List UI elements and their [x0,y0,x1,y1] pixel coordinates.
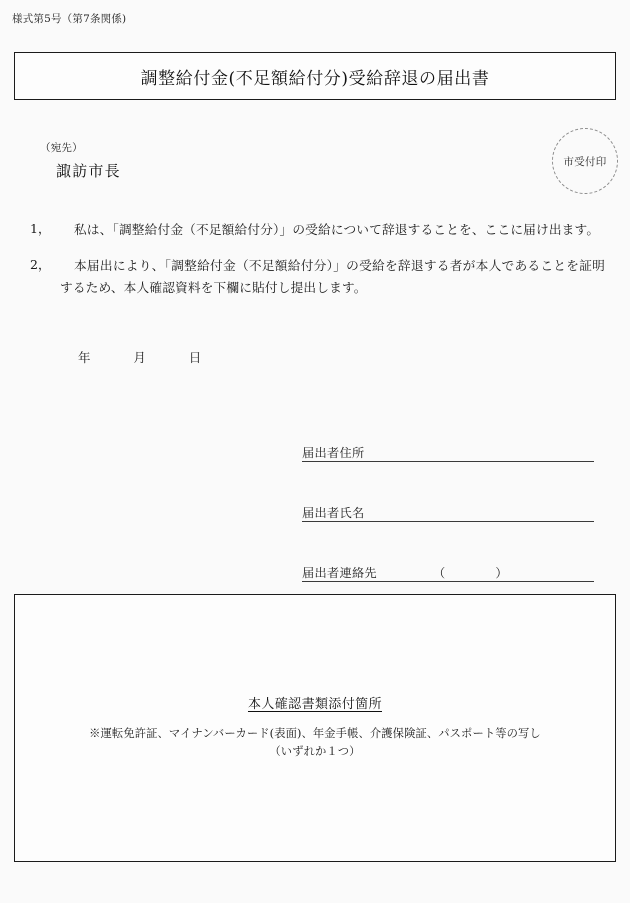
filer-contact-label: 届出者連絡先 [302,565,377,580]
statement-number: 1， [30,221,51,236]
statement-item [30,219,605,241]
identity-document-attachment-box[interactable] [14,594,616,862]
statement-number: 2， [30,256,51,272]
filer-address-label: 届出者住所 [302,445,365,460]
attachment-heading: 本人確認書類添付箇所 [247,697,382,712]
statement-item [30,255,605,299]
attachment-text-block [15,693,615,759]
date-line [78,348,202,366]
filer-name-field[interactable] [302,501,594,522]
addressee-label: （宛先） [40,142,83,154]
receipt-seal-area [552,128,618,194]
statement-text: 本届出により、「調整給付金（不足額給付分）」の受給を辞退する者が本人であることを証明するため、本人確認資料を下欄に貼付し提出します。 [60,257,605,295]
receipt-seal-label: 市受付印 [563,155,607,168]
statements-list [30,219,605,313]
date-year-label: 年 [78,350,91,365]
form-number: 様式第5号（第7条関係) [12,13,127,25]
document-title: 調整給付金(不足額給付分)受給辞退の届出書 [140,68,490,89]
filer-contact-area-code: （ ） [432,565,508,580]
title-box [14,52,616,100]
date-month-label: 月 [133,350,147,365]
filer-contact-field[interactable] [302,561,594,582]
filer-name-label: 届出者氏名 [302,505,365,520]
filer-address-field[interactable] [302,441,594,462]
addressee-block [40,140,121,181]
date-day-label: 日 [188,350,202,365]
attachment-note-line-1: ※運転免許証、マイナンバーカード(表面)、年金手帳、介護保険証、パスポート等の写し [89,727,541,740]
statement-text: 私は、「調整給付金（不足額給付分）」の受給について辞退することを、ここに届け出ます。 [73,222,600,237]
addressee-name: 諏訪市長 [56,162,121,180]
attachment-note-line-2: （いずれか１つ） [269,745,361,759]
